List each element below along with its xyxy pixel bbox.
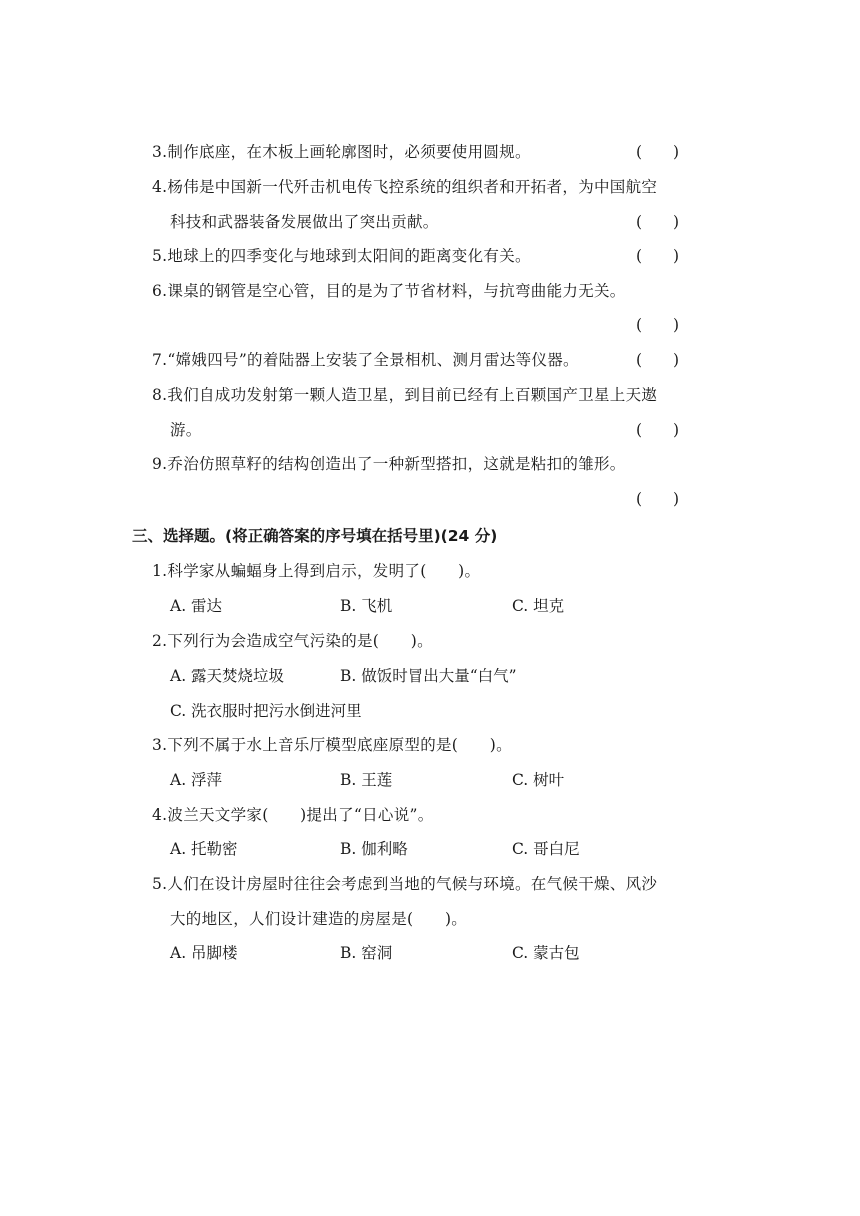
choice-question-2: 2.下列行为会造成空气污染的是( )。 <box>152 632 433 650</box>
choice-question-3: 3.下列不属于水上音乐厅模型底座原型的是( )。 <box>152 736 512 754</box>
choice-q3-option-b: B. 王莲 <box>340 771 393 789</box>
choice-q4-option-c: C. 哥白尼 <box>512 840 580 858</box>
judgment-item-6: 6.课桌的钢管是空心管，目的是为了节省材料，与抗弯曲能力无关。 <box>152 282 626 300</box>
choice-q3-option-a: A. 浮萍 <box>170 771 223 789</box>
choice-q5-option-a: A. 吊脚楼 <box>170 944 238 962</box>
answer-paren-7: ( ) <box>636 351 680 369</box>
answer-paren-4: ( ) <box>636 213 680 231</box>
judgment-item-4-line1: 4.杨伟是中国新一代歼击机电传飞控系统的组织者和开拓者，为中国航空 <box>152 178 658 196</box>
judgment-item-3: 3.制作底座，在木板上画轮廓图时，必须要使用圆规。 <box>152 143 531 161</box>
choice-q1-option-c: C. 坦克 <box>512 597 565 615</box>
choice-q4-option-b: B. 伽利略 <box>340 840 408 858</box>
choice-q2-option-a: A. 露天焚烧垃圾 <box>170 667 285 685</box>
section-heading-choice: 三、选择题。(将正确答案的序号填在括号里)(24 分) <box>132 527 498 545</box>
choice-q5-option-b: B. 窑洞 <box>340 944 393 962</box>
judgment-item-9: 9.乔治仿照草籽的结构创造出了一种新型搭扣，这就是粘扣的雏形。 <box>152 455 626 473</box>
choice-question-1: 1.科学家从蝙蝠身上得到启示，发明了( )。 <box>152 562 481 580</box>
judgment-item-7: 7.“嫦娥四号”的着陆器上安装了全景相机、测月雷达等仪器。 <box>152 351 579 369</box>
choice-q1-option-a: A. 雷达 <box>170 597 223 615</box>
choice-question-5-line2: 大的地区，人们设计建造的房屋是( )。 <box>170 910 468 928</box>
choice-q2-option-c: C. 洗衣服时把污水倒进河里 <box>170 702 362 720</box>
answer-paren-6: ( ) <box>636 316 680 334</box>
answer-paren-9: ( ) <box>636 490 680 508</box>
answer-paren-8: ( ) <box>636 421 680 439</box>
choice-q3-option-c: C. 树叶 <box>512 771 565 789</box>
answer-paren-5: ( ) <box>636 247 680 265</box>
judgment-item-4-line2: 科技和武器装备发展做出了突出贡献。 <box>170 213 439 231</box>
judgment-item-8-line2: 游。 <box>170 421 202 439</box>
answer-paren-3: ( ) <box>636 143 680 161</box>
judgment-item-8-line1: 8.我们自成功发射第一颗人造卫星，到目前已经有上百颗国产卫星上天遨 <box>152 386 658 404</box>
choice-question-5-line1: 5.人们在设计房屋时往往会考虑到当地的气候与环境。在气候干燥、风沙 <box>152 875 658 893</box>
choice-question-4: 4.波兰天文学家( )提出了“日心说”。 <box>152 806 434 824</box>
choice-q5-option-c: C. 蒙古包 <box>512 944 580 962</box>
choice-q2-option-b: B. 做饭时冒出大量“白气” <box>340 667 517 685</box>
choice-q1-option-b: B. 飞机 <box>340 597 393 615</box>
judgment-item-5: 5.地球上的四季变化与地球到太阳间的距离变化有关。 <box>152 247 531 265</box>
choice-q4-option-a: A. 托勒密 <box>170 840 238 858</box>
